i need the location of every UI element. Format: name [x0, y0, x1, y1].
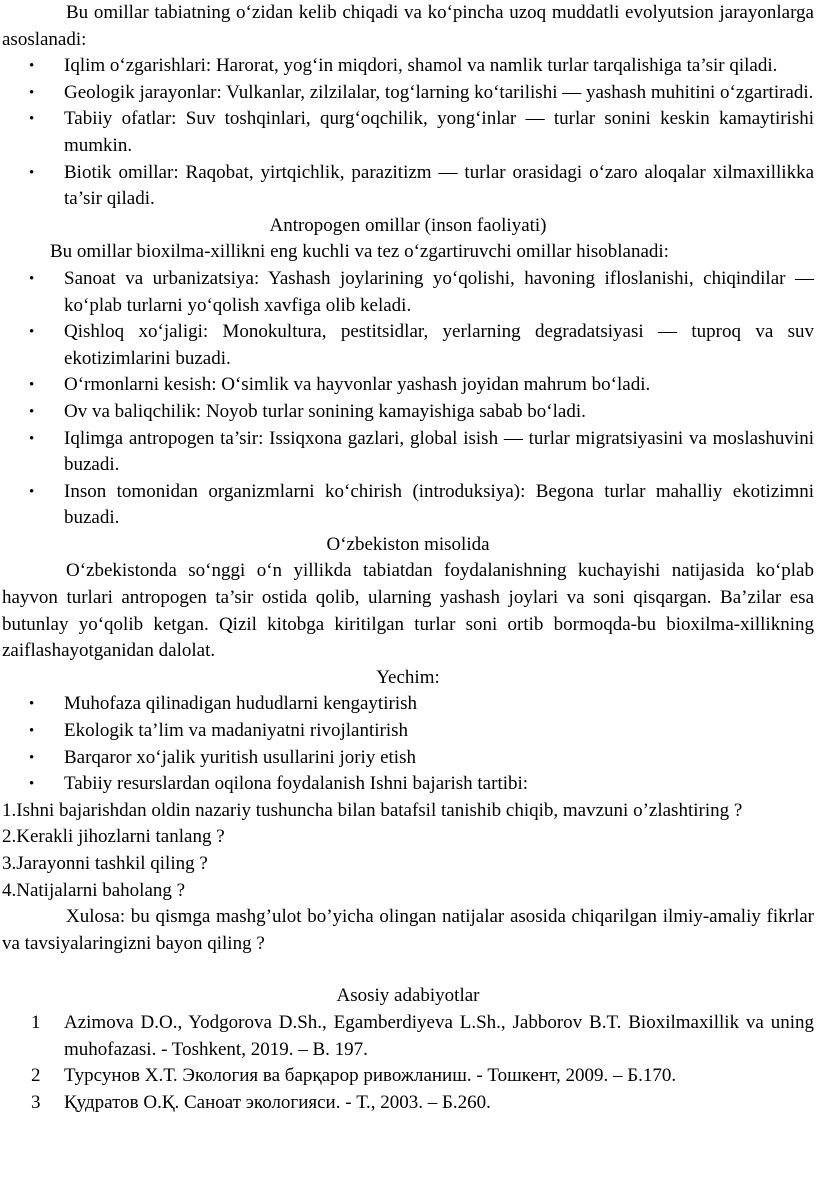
heading-anthropogenic: Antropogen omillar (inson faoliyati)	[269, 214, 547, 236]
anthropogenic-intro: Bu omillar bioxilma-xillikni eng kuchli va tez o‘zgartiruvchi omillar hisoblanadi:	[50, 241, 669, 263]
list-item: • Muhofaza qilinadigan hududlarni kengaytirish	[2, 691, 814, 718]
list-item: • Tabiiy ofatlar: Suv toshqinlari, qurg‘oqchilik, yong‘inlar — turlar sonini keskin kamaytirishi mumkin.	[29, 108, 814, 156]
conclusion-paragraph: Xulosa: bu qismga mashg’ulot bo’yicha olingan natijalar asosida chiqarilgan ilmiy-amaliy fikrlar va tavsiyalaringizni bayon qiling ?	[2, 906, 814, 954]
bullet-icon: •	[29, 696, 35, 713]
list-item: • Geologik jarayonlar: Vulkanlar, zilzilalar, tog‘larning ko‘tarilishi — yashash muhitini o‘zgartiradi.	[2, 80, 814, 107]
step-item: 2.Kerakli jihozlarni tanlang ?	[2, 826, 225, 848]
uzbekistan-paragraph: O‘zbekistonda so‘nggi o‘n yillikda tabiatdan foydalanishning kuchayishi natijasida ko‘plab hayvon turlari antropogen ta’sir ostida qolib, ularning yashash joylari va soni qisqargan. Ba’zilar esa butunlay yo‘qolib ketgan. Qizil kitobga kiritilgan turlar soni ortib bormoqda-bu bioxilma-xillikning zaiflashayotganidan dalolat.	[2, 560, 814, 662]
bullet-icon: •	[29, 84, 35, 101]
bullet-icon: •	[29, 776, 35, 793]
anthropogenic-factors-list	[2, 266, 814, 532]
reference-item: 2 Турсунов Х.Т. Экология ва барқарор ривожланиш. - Тошкент, 2009. – Б.170.	[31, 1065, 677, 1087]
references-section	[2, 983, 814, 1116]
bullet-icon: •	[29, 483, 35, 500]
step-item: 1.Ishni bajarishdan oldin nazariy tushuncha bilan batafsil tanishib chiqib, mavzuni o’zlashtiring ?	[2, 799, 743, 821]
list-item: • Iqlimga antropogen ta’sir: Issiqxona gazlari, global isish — turlar migratsiyasini va moslashuvini buzadi.	[29, 427, 814, 476]
bullet-icon: •	[29, 403, 35, 420]
reference-item: 1 Azimova D.O., Yodgorova D.Sh., Egamberdiyeva L.Sh., Jabborov B.T. Bioxilmaxillik va uning muhofazasi. - Toshkent, 2019. – B. 197.	[31, 1011, 814, 1060]
heading-uzbekistan: O‘zbekiston misolida	[326, 533, 490, 555]
bullet-icon: •	[29, 377, 35, 394]
bullet-icon: •	[29, 749, 35, 766]
bullet-icon: •	[29, 58, 35, 75]
bullet-icon: •	[29, 723, 35, 740]
step-item: 3.Jarayonni tashkil qiling ?	[2, 853, 208, 874]
list-item: • Sanoat va urbanizatsiya: Yashash joylarining yo‘qolishi, havoning ifloslanishi, chiqindilar — ko‘plab turlarni yo‘qolish xavfiga olib keladi.	[29, 267, 814, 316]
bullet-icon: •	[29, 111, 35, 128]
solutions-list	[2, 691, 814, 797]
bullet-icon: •	[29, 164, 35, 181]
intro-paragraph: Bu omillar tabiatning o‘zidan kelib chiqadi va ko‘pincha uzoq muddatli evolyutsion jarayonlarga asoslanadi:	[2, 2, 814, 50]
list-item: • Barqaror xo‘jalik yuritish usullarini joriy etish	[2, 745, 814, 772]
list-item: • Inson tomonidan organizmlarni ko‘chirish (introduksiya): Begona turlar mahalliy ekotizimni buzadi.	[29, 480, 814, 529]
list-item: • Ekologik ta’lim va madaniyatni rivojlantirish	[2, 718, 814, 745]
natural-factors-list	[2, 53, 814, 213]
bullet-icon: •	[29, 430, 35, 447]
list-item: • Biotik omillar: Raqobat, yirtqichlik, parazitizm — turlar orasidagi o‘zaro aloqalar xilmaxillikka ta’sir qiladi.	[29, 161, 814, 210]
list-item: • Ov va baliqchilik: Noyob turlar sonining kamayishiga sabab bo‘ladi.	[2, 399, 814, 426]
list-item: • Tabiiy resurslardan oqilona foydalanish Ishni bajarish tartibi:	[2, 771, 814, 798]
heading-references: Asosiy adabiyotlar	[336, 985, 480, 1007]
list-item: • O‘rmonlarni kesish: O‘simlik va hayvonlar yashash joyidan mahrum bo‘ladi.	[2, 372, 814, 399]
heading-solution: Yechim:	[376, 666, 440, 688]
bullet-icon: •	[29, 324, 35, 341]
step-item: 4.Natijalarni baholang ?	[2, 879, 186, 901]
bullet-icon: •	[29, 270, 35, 287]
list-item: • Iqlim o‘zgarishlari: Harorat, yog‘in miqdori, shamol va namlik turlar tarqalishiga ta’sir qiladi.	[2, 53, 814, 80]
reference-item: 3 Қудратов О.Қ. Саноат экологияси. - Т., 2003. – Б.260.	[31, 1091, 491, 1113]
list-item: • Qishloq xo‘jaligi: Monokultura, pestitsidlar, yerlarning degradatsiyasi — tuproq va suv ekotizimlarini buzadi.	[29, 321, 814, 369]
